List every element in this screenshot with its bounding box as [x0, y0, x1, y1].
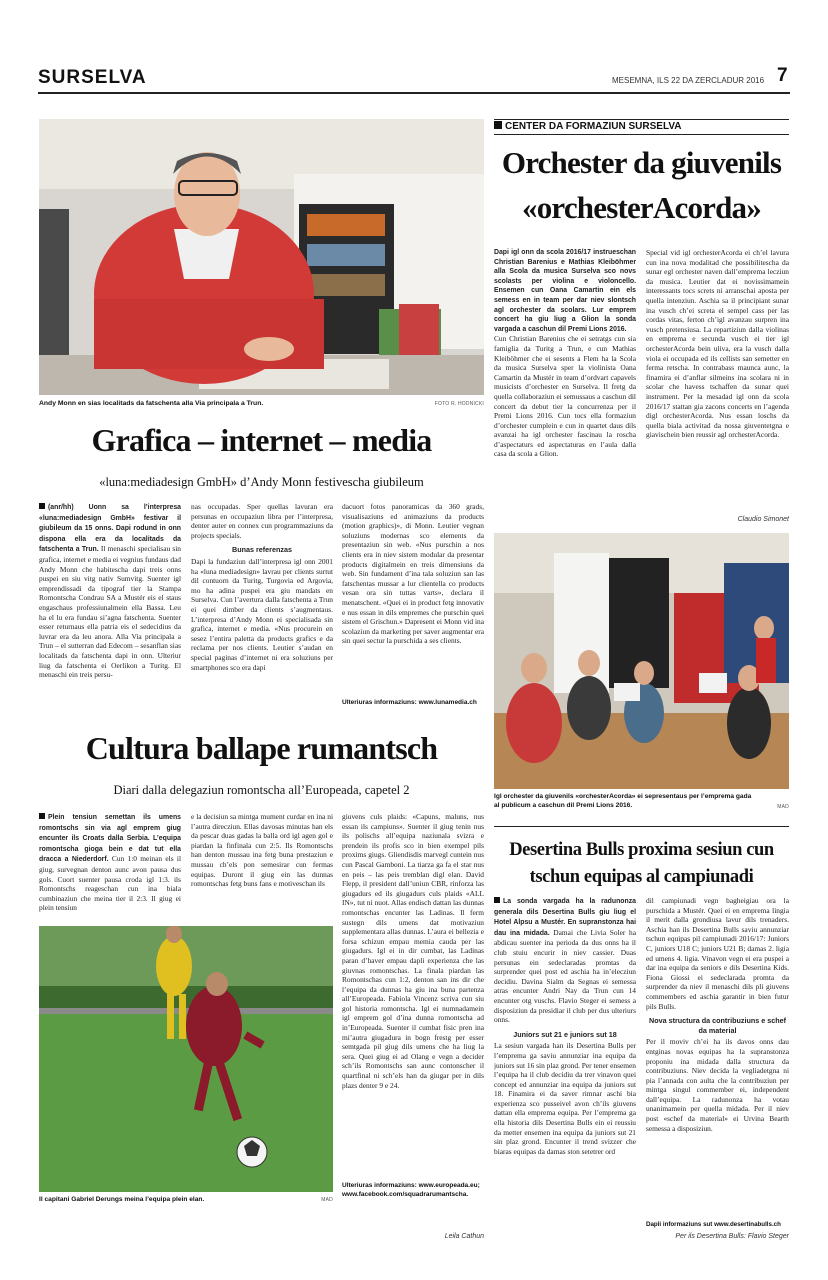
grafica-body-3: dacuort fotos panoramicas da 360 grads, visualisaziuns ed animaziuns da products (motion graphics)», di Monn. Leutier vegnan soluziuns modernas sco elements da presentaziun sin web. «Nus purschin a nos clients era in niev sistem modular da presentar products digitalmein en treis dimensiuns da web. Sin fundament d’ina tala soluziun san las fatschentas mussar a lur clientella co products vesan ora sin tuttas varts», declara il menatschent. «Quei ei in product fetg innovativ e nus essan in dils empremes che purschin quei sistem el Grischun.» Dapresent ei Monn vid ina scolaziun da marketing per saver augmentar era sin quei sectur la purschida a ses clients. — [342, 502, 484, 646]
cultura-column-3 — [342, 812, 484, 1178]
kicker-orchester — [494, 121, 681, 132]
grafica-body-2a: nas occupadas. Sper quellas lavuran era persunas en occupaziun libra per l’interpresa, denter auter en connex cun programmaziuns da projects specials. — [191, 502, 333, 540]
headline-cultura: Cultura ballape rumantsch — [85, 730, 438, 766]
orchester-body-2: Special vid igl orchesterAcorda ei ch’el lavura cun ina nova modalitad che possibilitescha da sunar egl orchester naven dall’emprema lecziun da musica. Leutier dat ei novissimamein interessants tocs screts ni arranschai aposta per quella intenziun. Aschia sa il principiant sunar ina vusch ch’ei screta el sempel cass per las cordas vitas, ferton ch’igl avanzau surpren ina vusch pretensiusa. La repartiziun dalla violinas en emprema e secunda vusch ei tier igl orchesterAcorda bein uliva, era la vusch dalla viola ei occupada ed ils cellists san semetter en ferma retscha. In contrabass maunca aunc, la finamira ei d’anflar silmeins ina scolara ni in scolar che havess tschaffen da sunar quei instrument. Per la mesadad igl onn da scola 2016/17 stattan gia zacons concerts en l’agenda digl orchesterAcorda. Nus essan loschs da quella biala activitad da nossa giuventetgna e giavischein bien reussir agl orchesterAcorda. — [646, 248, 789, 440]
cultura-column-1 — [39, 812, 181, 922]
orchester-column-2 — [646, 248, 789, 514]
bulls-lead: La sonda vargada ha la radunonza generala dils Desertina Bulls giu liug el Hotel Alpsu a Mustér. En supranstonza hai dau ina midada. — [494, 898, 636, 937]
headline-bulls-line2: tschun equipas al campiunadi — [529, 867, 754, 887]
bullet-square — [494, 897, 500, 903]
photo-caption-football: Il capitani Gabriel Derungs meina l’equipa plein elan. — [39, 1196, 205, 1203]
headline-bulls-line1: Desertina Bulls proxima sesiun cun — [509, 840, 774, 860]
grafica-subhead: Bunas referenzas — [232, 545, 292, 555]
cultura-signature: Leila Cathun — [444, 1233, 484, 1240]
orchester-body-1: Cun Christian Barenius che ei setratgs cun sia famiglia da Turitg a Trun, e cun Mathias Kleiböhmer che ei sesents a Flem ha la Scola da musica Surselva sper la violinista Oana Camartin da Mustér in team d’ordvart capavels musicists d’orchester en Surselva. Il fretg da quella collaboraziun ei semussaus a caschun dil concert da debut tier la concurrenza per il Premi Lions 2016. Cun tocs ella formaziun d’orchester cumplein e cun in quartet daus dils avanzai ha igl orchester fascinau la roscha d’aspectaturs ed aspectaturas en l’aula dalla casa da scola a Glion. — [494, 334, 636, 459]
cultura-body-2: e la decisiun sa mintga mument curdar en ina ni l’autra direcziun. Ellas davosas minutas han els da pescar duas gadas la balla ord igl agen gol e piardan la finfinala cun 2:5. Ils Romontschs han denton mussau ina fetg buna prestaziun e mussau ch’els pon semesirar cun fermas equipas. Duront il giug ein las dunnas romontschas fetg buns fans e motiveschan ils — [191, 812, 333, 889]
grafica-lead: (anr/hh) Uonn sa l’interpresa «luna:mediadesign GmbH» festivar il giubileum da 15 onns. Dapi rodund in onn dispona ella era da localitads da fatschenta a Trun. — [39, 504, 181, 554]
bulls-subhead-2: Nova structura da contribuziuns e schef da material — [649, 1016, 786, 1035]
headline-grafica: Grafica – internet – media — [91, 422, 432, 458]
kicker-text: CENTER DA FORMAZIUN SURSELVA — [505, 121, 682, 132]
photo-credit-grafica: FOTO R. HODNICKI — [434, 401, 484, 407]
headline-orchester-line2: «orchesterAcorda» — [522, 190, 761, 225]
grafica-column-3 — [342, 502, 484, 698]
cultura-info: Ulteriuras informaziuns: www.europeada.eu; www.facebook.com/squadrarumantscha. — [342, 1182, 480, 1198]
orchester-signature: Claudio Simonet — [737, 516, 789, 523]
section-title: SURSELVA — [38, 67, 147, 88]
bulls-signature: Per ils Desertina Bulls: Flavio Steger — [675, 1233, 789, 1240]
grafica-column-2 — [191, 502, 333, 710]
photo-andy-monn — [39, 119, 484, 395]
issue-date: MESEMNA, ILS 22 DA ZERCLADUR 2016 — [612, 76, 765, 85]
bulls-column-2 — [646, 896, 789, 1190]
photo-football — [39, 926, 333, 1192]
photo-credit-football: MAD — [321, 1197, 333, 1203]
header-rule — [38, 92, 790, 94]
cultura-lead: Plein tensiun semettan ils umens romontschs sin via agl emprem giug encunter ils Croats dalla Serbia. L’equipa romontscha gioga bein e dat tut ella dracca a Niederdorf. — [39, 814, 181, 864]
subheadline-cultura: Diari dalla delegaziun romontscha all’Europeada, capetel 2 — [113, 783, 410, 797]
bulls-info: Dapli informaziuns sut www.desertinabulls.ch — [646, 1221, 781, 1228]
bullet-square — [39, 503, 45, 509]
orchester-column-1 — [494, 248, 636, 526]
cultura-column-2 — [191, 812, 333, 922]
cultura-body-1: Cun 1:0 meinan els il giug, survegnan denton aunc avon pausa dus gols. Cuort suenter pausa croda igl 1:3. ils Romontschs reageschan cun ina biala cumbinaziun che meina tier il 2:3. Il giug ei plein tensiun — [39, 854, 181, 913]
photo-credit-orchester: MAD — [777, 804, 789, 810]
bulls-body-1a: Damai che Livia Soler ha abdicau suenter ina perioda da dus onns ha il club stuiu encurir in niev cassier. Duas persunas ein sedeclaradas promtas da surprender quei post ed aschia ha in’elecziun decidiu. Davina Sialm da Segnas ei semessa atras encunter Andri Nay da Trun cun 14 encunter otg vuschs. Flavio Steger ei semess a disposiziun da presidiar il club per dus ulteriurs onns. — [494, 927, 636, 1025]
photo-caption-orchester: Igl orchester da giuvenils «orchesterAcorda» ei sepresentaus per l’emprema gada al publicum a caschun dil Premi Lions 2016. — [494, 793, 752, 809]
grafica-info: Ulteriuras informaziuns: www.lunamedia.ch — [342, 699, 477, 706]
grafica-column-1 — [39, 502, 181, 710]
grafica-body-2b: Dapi la fundaziun dall’interpresa igl onn 2001 ha «luna mediadesign» lavrau per clients surtut dil contuorn da Turitg, Turgovia ed Argovia, mo ha adina puspei era giu mandats en Surselva. Cun l’avertura dalla fatschenta a Trun ei quei dimber da clients s’augmentaus. L’interpresa d’Andy Monn ei specialisada sin grafica, internet e media. «Nus procurein en sesez l’entira paletta da products grafics e da reclama per nos clients. Leutier s’audan en special paginas d’internet ni era soluziuns per smartphones sco era dapi — [191, 556, 333, 672]
orchester-lead: Dapi igl onn da scola 2016/17 instrueschan Christian Barenius e Mathias Kleiböhmer alla Scola da musica Surselva sco novs scolasts per violina e violoncello. Ensemen cun Oana Camartin ein els semess en in team per dar niev slontsch agl orchester da scolars. Lur emprem concert ha giu liug a Glion la sonda vargada a caschun dil Premi Lions 2016. — [494, 249, 636, 333]
kicker-square — [494, 121, 502, 129]
photo-orchester — [494, 533, 789, 789]
subheadline-grafica: «luna:mediadesign GmbH» d’Andy Monn festivescha giubileum — [99, 475, 424, 489]
photo-caption-grafica: Andy Monn en sias localitads da fatschenta alla Via principala a Trun. — [39, 400, 264, 407]
kicker-rule-top — [494, 119, 789, 120]
cultura-body-3: giuvens culs plaids: «Capuns, maluns, nus essan ils campiuns». Suenter il giug tenin nus ils polischs all’equipa naziunala svizra e prendein ils profis sco in bien exempel pils proxims giugs. Gliendisdis marvegl cuntein nus cun Pascal Gamboni. La tiarza ga fa el star nus en peis – las peis tremblan digl elan. David Flepp, il president dall’uniun CBR, rinforza las giugadurs ed ils giugadurs culs plaids «ALL IN», tut ni nuot. Allas endisch dattan las dunnas romontschas encunter las Ladinas. Il ferm sustegn dils umens dat motivaziun supplementara allas dunnas. L’aura ei bellezia e forsa schizun empau memia cauda per las giugadurs. Igl ei in dir cumbat, las Ladinas paran d’haver empau dapli experienza che las giuvnas romontschas. La finala piardan las Romontschas cun 1:2, denton san ins dir che l’equipa da dunnas ha giu ina buna partenza all’Europeada. Fabiola Vincenz scriva cun siu gol historia romontscha. Igl ei numnadamein igl emprem gol d’ina dunna romontscha ad in’Europeada. Suenter il cumbat fisic pren ina mi’autra giugadura in bogn frestg per esser semtgada pil giug dils umens che ha liug la sera. Quei giug ei ad Olang e vegn a decider sch’ils Romontschs san aunc contonscher il quartfinal ni sch’els han da giugar per in dils plazs denter 9 e 24. — [342, 812, 484, 1090]
headline-orchester-line1: Orchester da giuvenils — [501, 145, 782, 180]
bulls-subhead-1: Juniors sut 21 e juniors sut 18 — [513, 1029, 617, 1039]
bulls-body-1b: La sesiun vargada han ils Desertina Bulls per l’emprema ga saviu annunziar ina equipa da juniors sut 16 sin plaz grond. Per tener ensemen l’equipa ha il club decidiu da trer vinavon quei concept ed annunziar ina equipa da juniors sut 18. Finamira ei da saver rimnar aschi bia experienza sco pusseivel avon ch’ils giuvens dattan ella emprema equipa. Per l’emprema ga ella historia dils Desertina Bulls ein ei reussiu da metter ensemen ina equipa da juniors sut 21 sin plaz grond. Encunter il trend svizzer che biaras equipas da damas ston setetrer ord — [494, 1041, 636, 1156]
kicker-rule-bottom — [494, 134, 789, 135]
bullet-square — [39, 813, 45, 819]
bulls-body-2a: dil campiunadi vegn bagheigiau ora la purschida a Mustér. Quei ei en emprema lingia il merit dalla grondiusa lavur dils trenaders. Aschia han ils Desertina Bulls saviu annunziar tschun equipas pil campiunadi 2016/17: Juniors C, juniors U18 C; juniors U21 B; damas 2. ligia ed umens 4. ligia. Vinavon vegn ei era puspei a dar ina equipa da seniors e dils Desertina Kids. Fiona Giossi ei sedeclarada promta da surprender da niev il menaschi dils pli giuvens commembers ed aschia garantir in bien futur pils Bulls. — [646, 896, 789, 1011]
bulls-body-2b: Per il moviv ch’ei ha ils davos onns dau entginas novas equipas ha la supranstonza proponiu ina midada dalla structura da contribuziuns. Niev decida la vegliadetgna ni pia l’annada con aulta che la contribuziun per mintga singul commember ei, independent dall’equipa. La radunonza ha votau unanimamein per quella midada. Per il niev post «schef da material» ei Urvina Bearth semessa a disposiziun. — [646, 1037, 789, 1133]
page-number: 7 — [777, 65, 788, 86]
grafica-body-1: Il menaschi specialisau sin grafica, internet e media ei vegnius fundaus dad Andy Monn che habitescha dapi treis onns puspei en siu vitg nativ Sumvitg. Suenter igl emprendissadi da tipograf tier la Stampa Romontscha Condrau SA a Mustér eis el staus engaschaus professiunalmein ella Bassa. Leu ha el lu era fundau si’agna fatschenta. Suenter esser returnaus ella patria eis el sedecidius da luvrar era da leu anora. Alla Via principala a Trun – el sutterran dad Edecom – sesanflan sias localitads da fatschenta dapi in onn. Ulteriur liug da fatschenta ei Oerlikon a Turitg. El menaschi ein treis persu- — [39, 544, 181, 680]
bulls-top-rule — [494, 826, 789, 827]
bulls-column-1 — [494, 896, 636, 1240]
